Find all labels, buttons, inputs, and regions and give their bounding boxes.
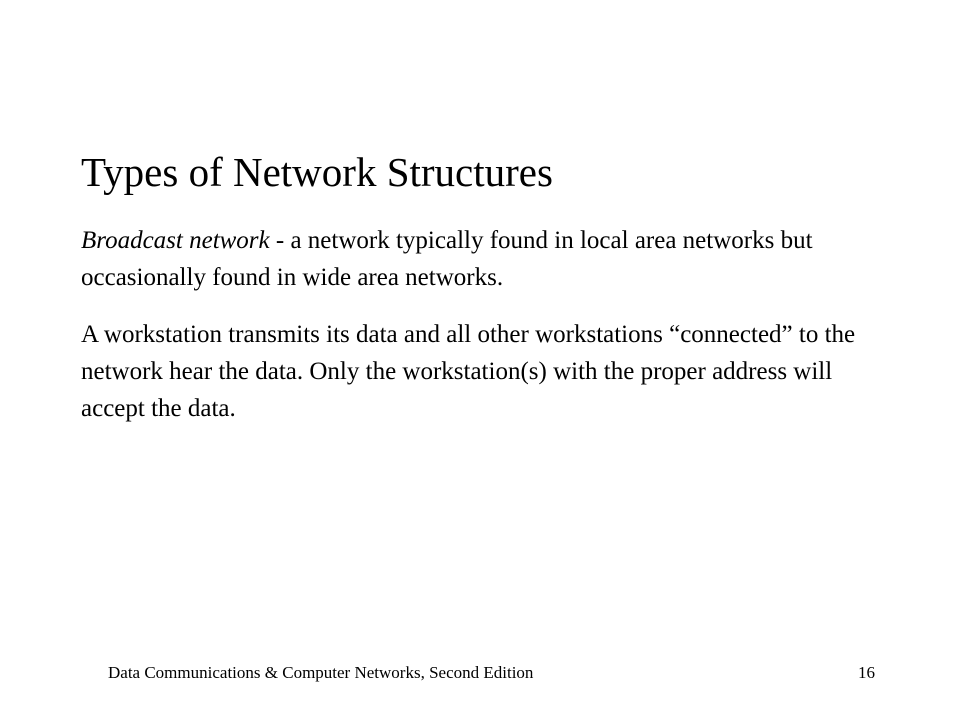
explanation-paragraph: A workstation transmits its data and all other workstations “connected” to the network hear the data. Only the workstation(s) with the proper address will accept the data.: [81, 321, 856, 422]
footer-book-title: Data Communications & Computer Networks, Second Edition: [108, 663, 534, 682]
definition-term: Broadcast network: [81, 227, 270, 254]
footer-page-number: 16: [858, 663, 875, 682]
slide-title: Types of Network Structures: [81, 149, 553, 195]
definition-paragraph: [81, 222, 881, 296]
definition-text: - a network typically found in local area networks but occasionally found in wide area networks.: [81, 227, 813, 291]
